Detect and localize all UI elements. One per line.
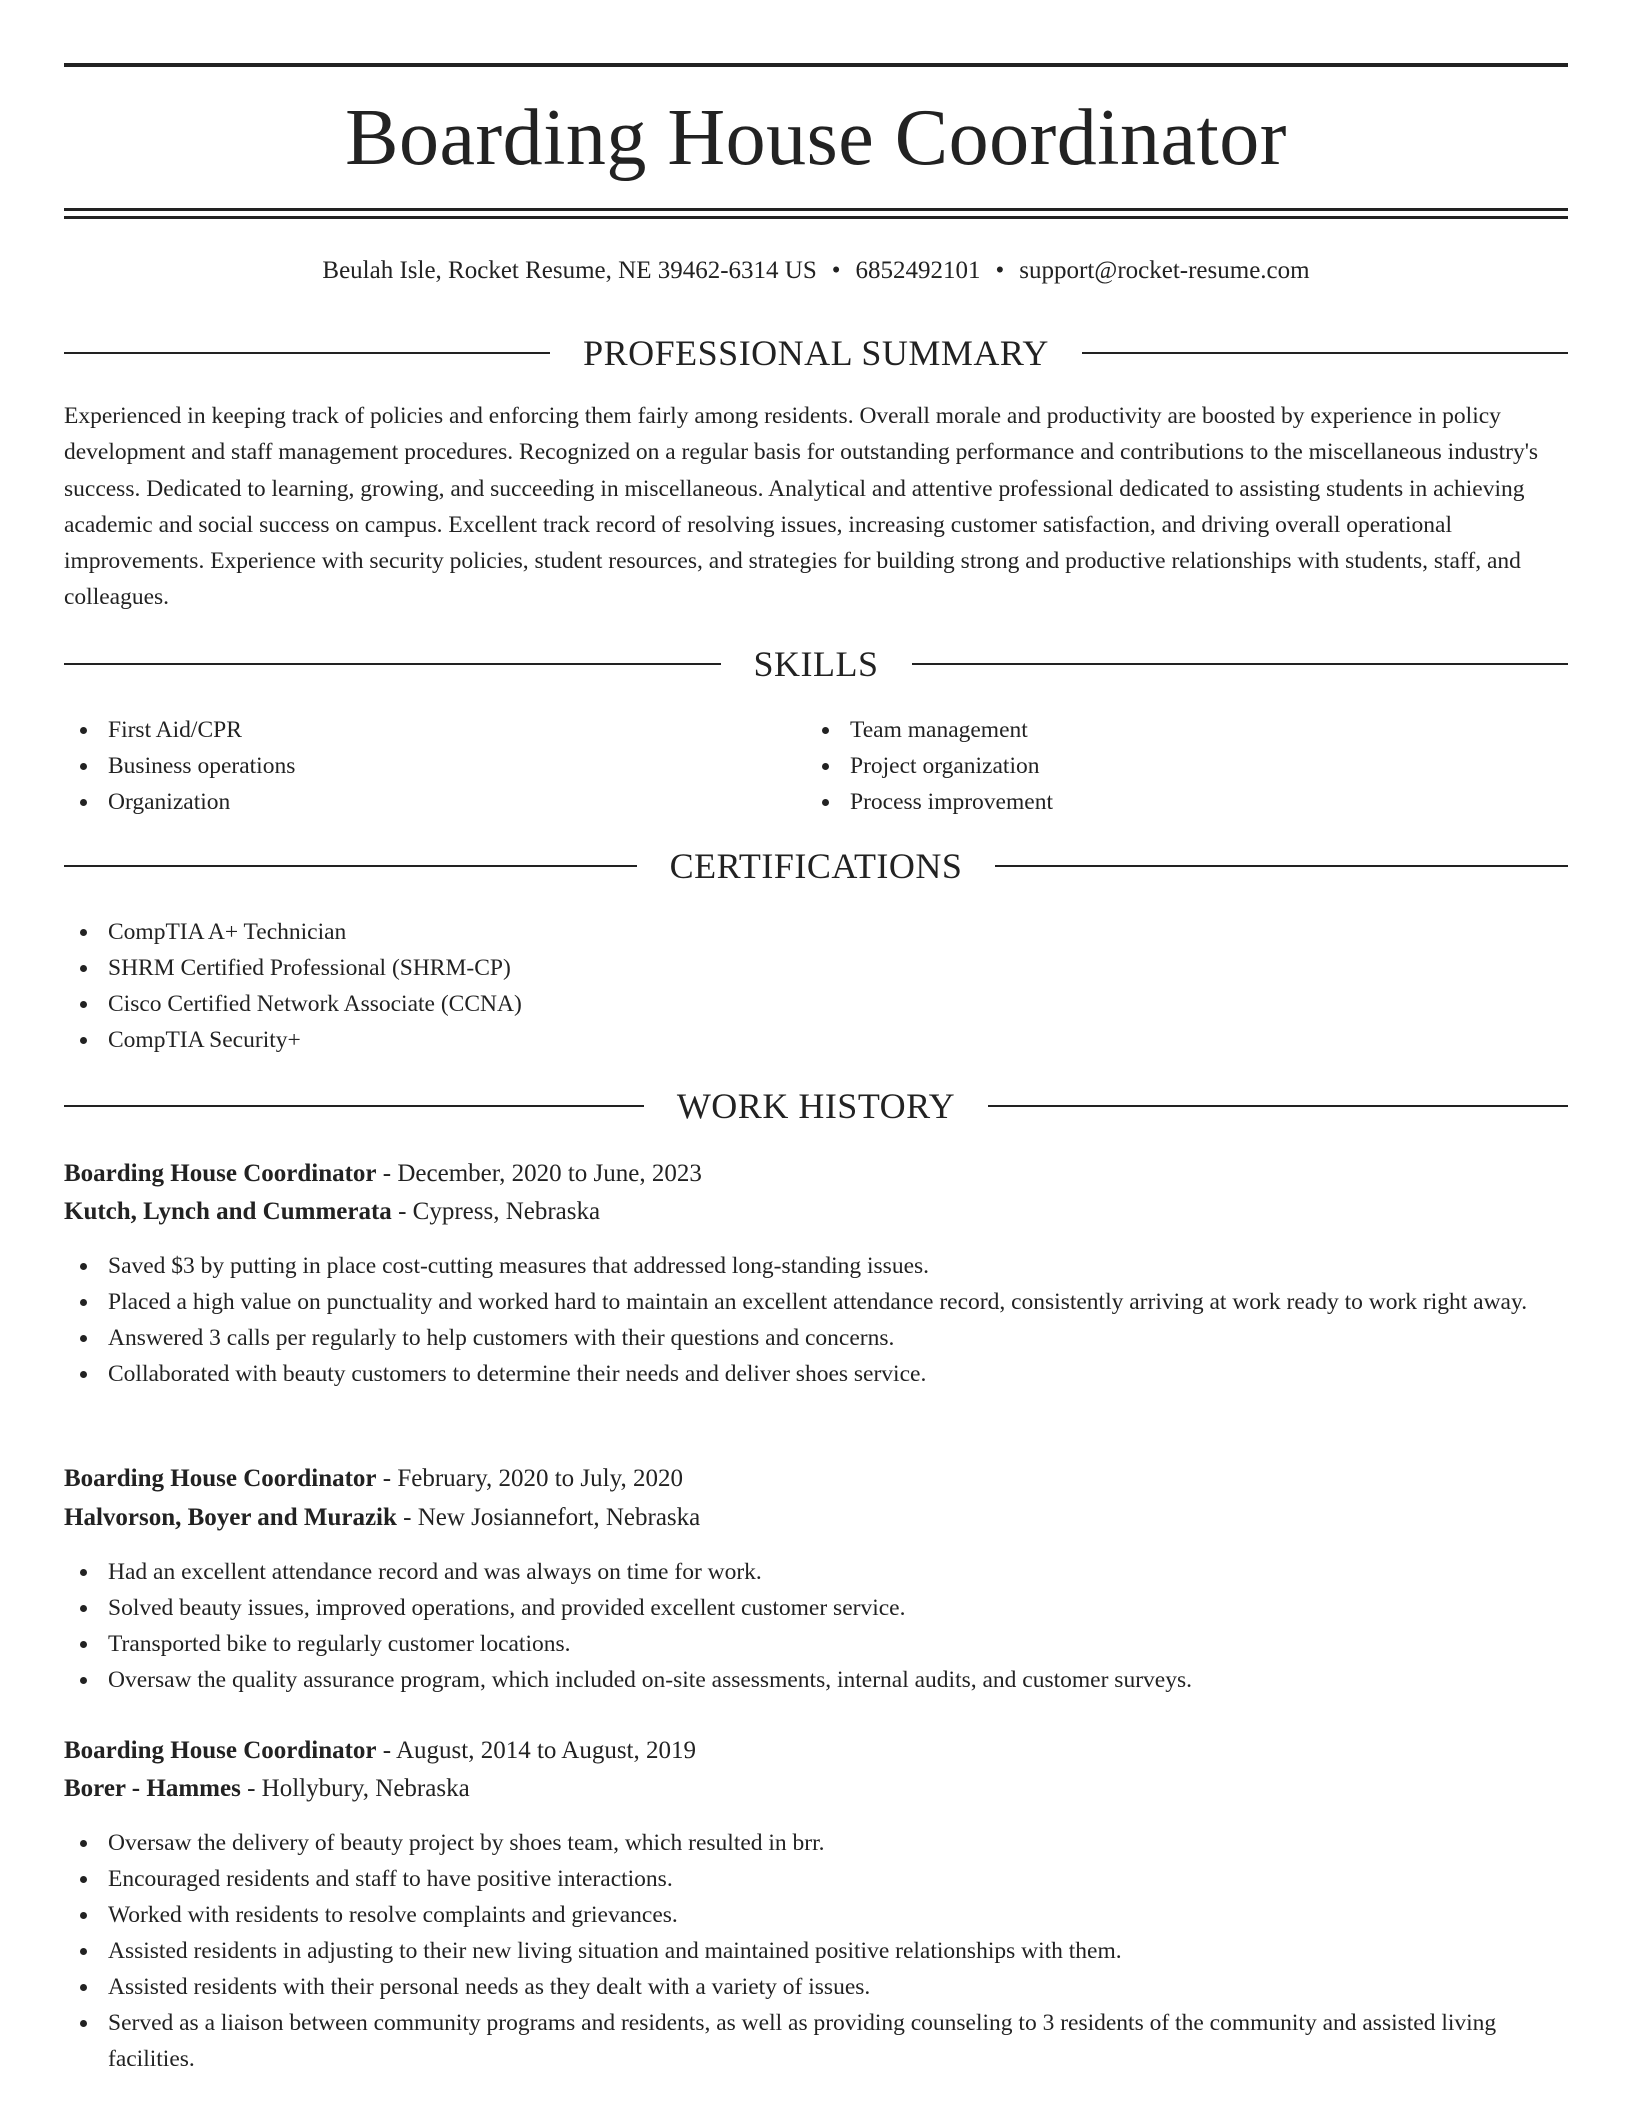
job-bullet: Answered 3 calls per regularly to help customers with their questions and concerns. xyxy=(64,1320,1568,1356)
job-dates: - February, 2020 to July, 2020 xyxy=(376,1465,683,1492)
job-dates: - August, 2014 to August, 2019 xyxy=(376,1737,697,1764)
job-location: - New Josiannefort, Nebraska xyxy=(396,1504,701,1531)
job-role: Boarding House Coordinator xyxy=(64,1465,377,1492)
certification-item: CompTIA Security+ xyxy=(64,1022,1464,1058)
job-bullet: Placed a high value on punctuality and worked hard to maintain an excellent attendance record, consistently arriving at work ready to work right away. xyxy=(64,1284,1568,1320)
job-bullet: Transported bike to regularly customer locations. xyxy=(64,1626,1568,1662)
top-rule xyxy=(64,63,1568,67)
job-title-line xyxy=(64,1460,1568,1498)
skills-list-right xyxy=(806,712,1506,820)
skill-item: Business operations xyxy=(64,748,764,784)
skill-item: Process improvement xyxy=(806,784,1506,820)
section-rule xyxy=(912,663,1569,665)
skills-list-left xyxy=(64,712,764,820)
job-company: Halvorson, Boyer and Murazik xyxy=(64,1504,397,1531)
work-history-heading: WORK HISTORY xyxy=(676,1086,956,1126)
job-bullet: Served as a liaison between community programs and residents, as well as providing counseling to 3 residents of the community and assisted living facilities. xyxy=(64,2005,1568,2077)
job-bullet-list xyxy=(64,1825,1568,2077)
job-bullet: Solved beauty issues, improved operations, and provided excellent customer service. xyxy=(64,1590,1568,1626)
job-bullet-list xyxy=(64,1248,1568,1392)
skill-item: First Aid/CPR xyxy=(64,712,764,748)
section-rule xyxy=(64,352,550,354)
contact-line xyxy=(64,254,1568,288)
section-rule xyxy=(988,1105,1568,1107)
job-title-line xyxy=(64,1155,1568,1193)
job-title-line xyxy=(64,1732,1568,1770)
section-rule xyxy=(995,865,1568,867)
section-rule xyxy=(1082,352,1568,354)
summary-text: Experienced in keeping track of policies and enforcing them fairly among residents. Overall morale and productivity are boosted by experience in policy development and staff management procedures. Recognized on a regular basis for outstanding performance and contributions to the miscellaneous industry's success. Dedicated to learning, growing, and succeeding in miscellaneous. Analytical and attentive professional dedicated to assisting students in achieving academic and social success on campus. Excellent track record of resolving issues, increasing customer satisfaction, and driving overall operational improvements. Experience with security policies, student resources, and strategies for building strong and productive relationships with students, staff, and colleagues. xyxy=(64,403,1539,611)
job-location: - Cypress, Nebraska xyxy=(391,1198,601,1225)
certification-item: CompTIA A+ Technician xyxy=(64,914,1464,950)
section-rule xyxy=(64,1105,644,1107)
job-role: Boarding House Coordinator xyxy=(64,1160,377,1187)
contact-email[interactable]: support@rocket-resume.com xyxy=(1019,257,1310,284)
resume-title: Boarding House Coordinator xyxy=(345,94,1287,182)
job-company: Kutch, Lynch and Cummerata xyxy=(64,1198,392,1225)
job-bullet: Assisted residents with their personal needs as they dealt with a variety of issues. xyxy=(64,1969,1568,2005)
work-history-section-header xyxy=(64,1086,1568,1126)
section-rule xyxy=(64,865,637,867)
certification-item: Cisco Certified Network Associate (CCNA) xyxy=(64,986,1464,1022)
job-bullet: Saved $3 by putting in place cost-cutting measures that addressed long-standing issues. xyxy=(64,1248,1568,1284)
job-bullet: Oversaw the delivery of beauty project by shoes team, which resulted in brr. xyxy=(64,1825,1568,1861)
skill-item: Organization xyxy=(64,784,764,820)
job-company-line xyxy=(64,1770,1568,1808)
contact-separator: • xyxy=(831,257,841,284)
job-bullet: Worked with residents to resolve complaints and grievances. xyxy=(64,1897,1568,1933)
job-bullet: Oversaw the quality assurance program, which included on-site assessments, internal audits, and customer surveys. xyxy=(64,1662,1568,1698)
job-bullet-list xyxy=(64,1554,1568,1698)
skills-section-header xyxy=(64,644,1568,684)
job-dates: - December, 2020 to June, 2023 xyxy=(376,1160,702,1187)
skill-item: Project organization xyxy=(806,748,1506,784)
contact-separator: • xyxy=(995,257,1005,284)
job-company-line xyxy=(64,1193,1568,1231)
job-bullet: Assisted residents in adjusting to their new living situation and maintained positive relationships with them. xyxy=(64,1933,1568,1969)
certifications-heading: CERTIFICATIONS xyxy=(669,846,963,886)
skills-heading: SKILLS xyxy=(753,644,879,684)
summary-heading: PROFESSIONAL SUMMARY xyxy=(583,333,1049,373)
job-role: Boarding House Coordinator xyxy=(64,1737,377,1764)
certifications-list xyxy=(64,914,1464,1058)
title-double-rule xyxy=(64,208,1568,219)
contact-address: Beulah Isle, Rocket Resume, NE 39462-6314 US xyxy=(322,257,817,284)
section-rule xyxy=(64,663,721,665)
summary-section-header xyxy=(64,333,1568,373)
contact-phone: 6852492101 xyxy=(855,257,981,284)
job-bullet: Encouraged residents and staff to have positive interactions. xyxy=(64,1861,1568,1897)
job-company-line xyxy=(64,1499,1568,1537)
skill-item: Team management xyxy=(806,712,1506,748)
job-bullet: Collaborated with beauty customers to determine their needs and deliver shoes service. xyxy=(64,1356,1568,1392)
job-company: Borer - Hammes xyxy=(64,1775,241,1802)
certifications-section-header xyxy=(64,846,1568,886)
job-location: - Hollybury, Nebraska xyxy=(240,1775,470,1802)
job-bullet: Had an excellent attendance record and was always on time for work. xyxy=(64,1554,1568,1590)
certification-item: SHRM Certified Professional (SHRM-CP) xyxy=(64,950,1464,986)
